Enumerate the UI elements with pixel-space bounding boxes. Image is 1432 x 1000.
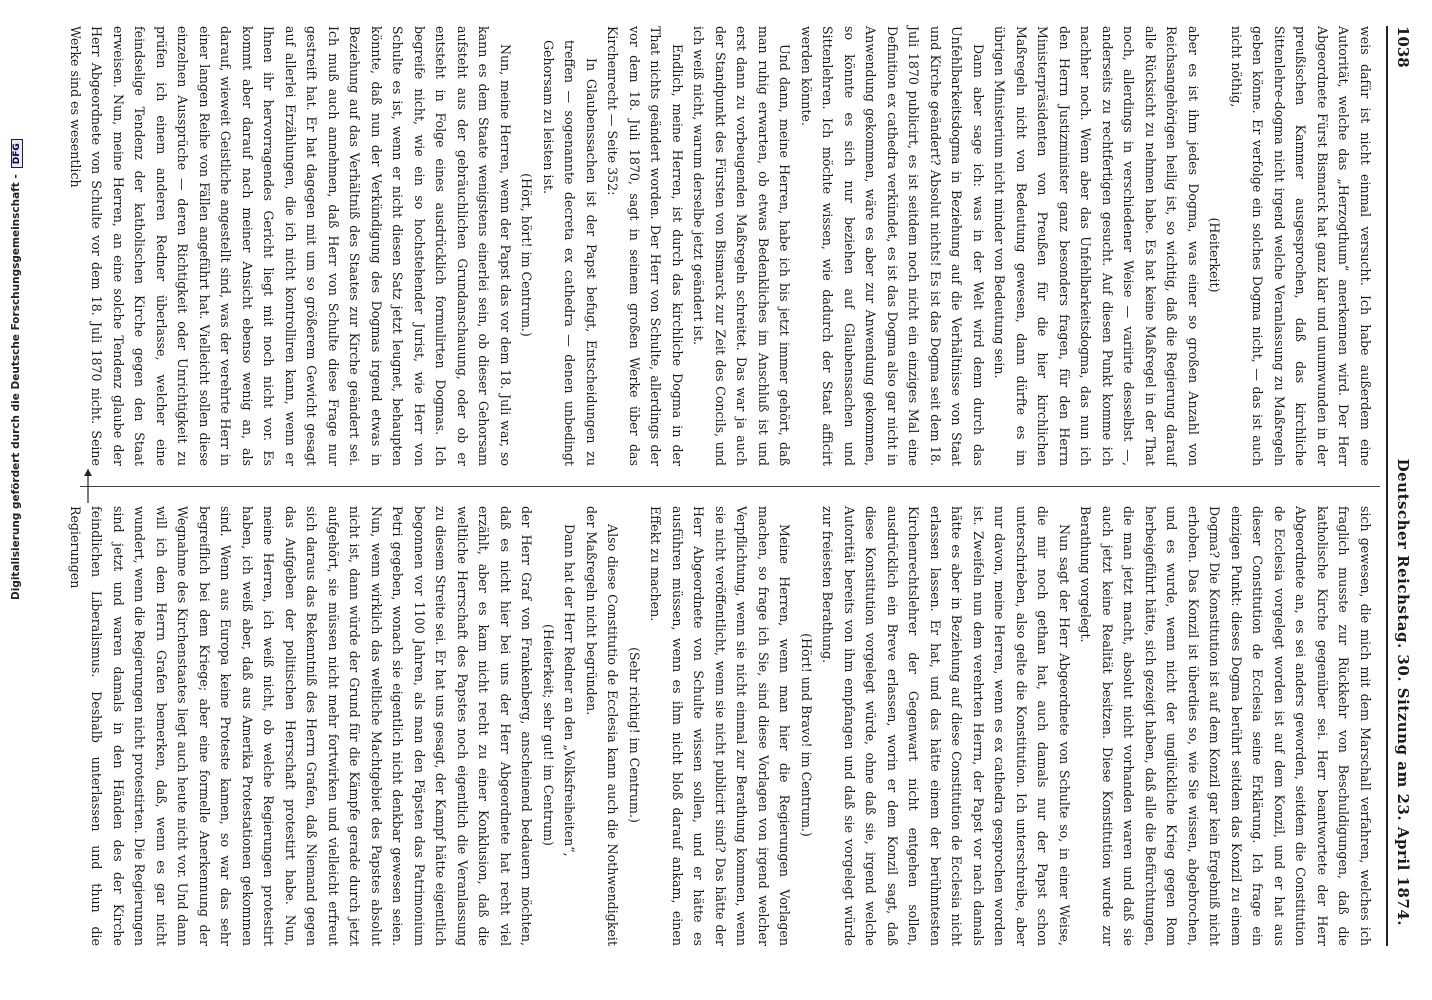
paragraph: Meine Herren, wenn man hier die Regierungen Vorlagen machen, so frage ich Sie, sind diese Vorlagen von irgend welcher Verpflichtung, wenn sie nicht einmal zur Berathung kommen, wenn sie nicht veröffentlicht, wenn sie nicht publicirt sind? Das hätte der Herr Abgeordnete von Schulte wissen sollen, und er hätte es ausführen müssen, wenn es ihm nicht bloß darauf ankam, einen Effekt zu machen.	[648, 506, 793, 946]
paragraph: Nun sagt der Herr Abgeordnete von Schulte so, in einer Weise, die mir noch gethan hat, auch damals nur der Papst schon unterschrieben, also gelte die Konstitution. Ich unterschreibe, aber nur davon, meine Herren, wenn es ex cathedra gesprochen worden ist. Zweifeln nun dem verehrten Herrn, der Papst vor nach damals hätte es aber in Beziehung auf diese Constitution de Ecclesia nicht erlassen lassen. Er hat, und das hätte einem der berühmtesten Kirchenrechtslehrer der Gegenwart nicht entgehen sollen, ausdrücklich ein Breve erlassen, worin er dem Konzil sagt, daß diese Konstitution vorgelegt würde, ohne daß sie, irgend welche Autorität bereits von ihm empfangen und daß sie vorgelegt würde zur freiesten Berathung.	[820, 506, 1072, 946]
dfg-logo: DFG	[11, 139, 23, 168]
quote: In Glaubenssachen ist der Papst befugt, Entscheidungen zu treffen — sogenannte decreta ex cathedra — denen unbedingt Gehorsam zu leisten ist.	[541, 40, 599, 466]
column-rule	[80, 486, 1380, 487]
remark: (Hört, hört! im Centrum.)	[519, 173, 535, 337]
paragraph: Und dann, meine Herren, habe ich bis jetzt immer gehört, daß man ruhig erwarten, ob etwas Bedenkliches im Anschluß ist und erst dann zu vorbeugenden Maßregeln schreitet. Das war ja auch der Standpunkt des Fürsten von Bismarck zur Zeit des Concils, und ich weiß nicht, warum derselbe jetzt geändert ist.	[691, 26, 793, 466]
paragraph: Dann aber sage ich: was in der Welt wird denn durch das Unfehlbarkeitsdogma in Beziehung auf die Verhältnisse von Staat und Kirche geändert? Absolut nichts! Es ist das Dogma seit dem 18. Juli 1870 publicirt, es ist seitdem noch nicht ein einziges Mal eine Definition ex cathedra verkündet, es ist das Dogma also gar nicht in Anwendung gekommen, wäre es aber zur Anwendung gekommen, so könnte es sich nur beziehen auf Glaubenssachen und Sittenlehren. Ich möchte wissen, wie dadurch der Staat afficirt werden könnte.	[799, 26, 986, 466]
page-header	[1390, 26, 1412, 946]
digitization-credit	[10, 143, 26, 600]
paragraph: der Herr Graf von Frankenberg, anscheinend bedauern möchten, daß es nicht hier bei uns der Herr Abgeordnete hat recht viel erzählt, aber es kam nicht recht zu einer Konklusion, daß die weltliche Herrschaft des Papstes noch eigentlich die Veranlassung zu diesem Streite sei. Er hat uns gesagt, der Kampf hätte eigentlich begonnen vor 1100 Jahren, als man den Päpsten das Patrimonium Petri gegeben, wonach sie eigentlich nicht denkbar gewesen seien. Nun, wenn wirklich das weltliche Machtgebiet des Papstes absolut nicht ist, dann würde der Grund für die Kämpfe gerade durch jetzt aufgehört, sie müssen nicht mehr fortwirken und vielleicht erfreut sich daraus das Bekenntniß des Herrn Grafen, daß Niemand gegen das Aufgeben der politischen Herrschaft protestirt habe. Nun, meine Herren, ich weiß nicht, ob welche Regierungen protestirt haben, ich weiß aber, daß aus Amerika Protestationen gekommen sind. Wenn aus Europa keine Proteste kamen, so war das sehr begreiflich bei dem Kriege; aber eine formelle Anerkennung der Wegnahme des Kirchenstaates liegt auch heute nicht vor. Und dann will ich dem Herrn Grafen bemerken, daß, wenn es gar nicht wundert, wenn die Regierungen nicht protestirten. Die Regierungen sind jetzt und waren damals in den Händen des der Kirche feindlichen Liberalismus. Deshalb unterlassen und thun die Regierungen	[68, 506, 535, 946]
margin-arrow-icon	[82, 467, 94, 505]
page-number: 1038	[1394, 26, 1412, 68]
paragraph: weis dafür ist nicht einmal versucht. Ich habe außerdem eine Autorität, welche das „Herzogthum“ anerkennen wird. Der Herr Abgeordnete Fürst Bismarck hat ganz klar und unumwunden in der preußischen Kammer ausgesprochen, daß das kirchliche Sittenlehre-dogma nicht irgend welche Veranlassung zu Maßregeln geben könne. Er verfolge ein solches Dogma nicht, — das ist auch nicht nöthig,	[1229, 26, 1373, 466]
right-column	[65, 506, 1377, 946]
credit-text: Digitalisierung gefördert durch die Deutsche Forschungsgemeinschaft -	[10, 174, 22, 600]
paragraph: sich gewesen, die mich mit dem Marschall verfahren, welches ich fraglich musste zur Rückkehr von Beschuldigungen, daß die katholische Kirche gegenüber sei. Herr beantwortete der Herr Abgeordnete an, es sei anders geworden, seitdem die Constitution de Ecclesia vorgelegt worden ist auf dem Konzil, und er hat aus dieser Constitution de Ecclesia seine Erklärung. Ich frage ein einzigen Punkt: dieses Dogma berührt seitdem das Konzil zu einem Dogma? Die Konstitution ist auf dem Konzil gar kein Ergebniß nicht erhoben. Das Konzil ist überdies so, wie Sie wissen, abgebrochen, und es wurde, wenn nicht der unglückliche Krieg gegen Rom herbeigeführt hätte, sich gezeigt haben, daß alle die Befürchtungen, die man jetzt macht, absolut nicht vorhanden waren und daß sie auch jetzt keine Realität besitzen. Diese Konstitution wurde zur Berathung vorgelegt.	[1078, 506, 1373, 946]
remark: (Sehr richtig! im Centrum.)	[627, 647, 642, 823]
paragraph: Also diese Constitutio de Ecclesia kann auch die Nothwendigkeit der Maßregeln nicht begründen.	[584, 506, 621, 946]
paragraph: aber es ist ihm jedes Dogma, was einer so großen Anzahl von Reichsangehörigen heilig ist, so wichtig, daß die Regierung darauf alle Rücksicht zu nehmen habe. Es hat keine Maßregel in der That noch, allerdings in verschiedener Weise — variirte desselbst —, anderseits zu rechtfertigen gesucht. Auf diesen Punkt komme ich nachher noch. Wenn aber das Unfehlbarkeitsdogma, das nun ich den Herrn Justizminister ganz besonders fragen, für den Herrn Ministerpräsidenten von Preußen für die hier kirchlichen Maßregeln nicht von Bedeutung gewesen, dann dürfte es im übrigen Ministerium nicht minder von Bedeutung sein.	[992, 26, 1201, 466]
page-title: Deutscher Reichstag. 30. Sitzung am 23. April 1874.	[1394, 458, 1412, 926]
paragraph: Endlich, meine Herren, ist durch das kirchliche Dogma in der That nichts geändert worden. Der Herr von Schulte, allerdings der vor dem 18. Juli 1870, sagt in seinem großen Werke über das Kirchenrecht — Seite 352:	[605, 26, 685, 466]
remark: (Heiterkeit; sehr gut! im Centrum)	[541, 624, 556, 846]
paragraph: Nun, meine Herren, wenn der Papst das vor dem 18. Juli war, so kann es dem Staate wenigstens einerlei sein, ob dieser Gehorsam aufsteht aus der gebräuchlichen Grundanschauung, oder ob er entsteht in Folge eines ausdrücklich formulirten Dogmas. Ich begreife nicht, wie ein so hochstehender Jurist, wie Herr von Schulte es ist, wenn er nicht diesen Satz jetzt leugnet, behaupten könnte, daß nun der Verkündigung des Dogmas irgend etwas in Beziehung auf das Verhältniß des Staates zur Kirche geändert sei. Ich muß auch annehmen, daß Herr von Schulte diese Frage nur gestreift hat. Er hat dagegen mit um so größerem Gewicht gesagt auf allerlei Erzählungen, die ich nicht kontrolliren kann, wenn er Ihnen ihr hervorragendes Gericht liegt mit noch nicht vor. Es kommt aber darauf nach meiner Ansicht ebenso wenig an, als darauf, wieweit Geistliche angestellt sind, was der verehrte Herr in einer langen Reihe von Fällen angeführt hat. Vielleicht sollen diese einzelnen Aussprüche — deren Richtigkeit oder Unrichtigkeit zu prüfen ich einem anderen Redner überlasse, welcher eine feindselige Tendenz der katholischen Kirche gegen den Staat erweisen. Nun, meine Herren, an eine solche Tendenz glaube der Herr Abgeordnete von Schulte vor dem 18. Juli 1870 nicht. Seine Werke sind es wesentlich	[68, 26, 513, 466]
remark: (Heiterkeit)	[1207, 217, 1223, 293]
paragraph: Dann hat der Herr Redner an den „Volksfreiheiten“,	[562, 524, 578, 857]
remark: (Hört! und Bravo! im Centrum.)	[799, 633, 814, 837]
header-rule	[1386, 26, 1388, 946]
rotated-page	[68, 8, 1420, 968]
left-column	[65, 26, 1377, 466]
